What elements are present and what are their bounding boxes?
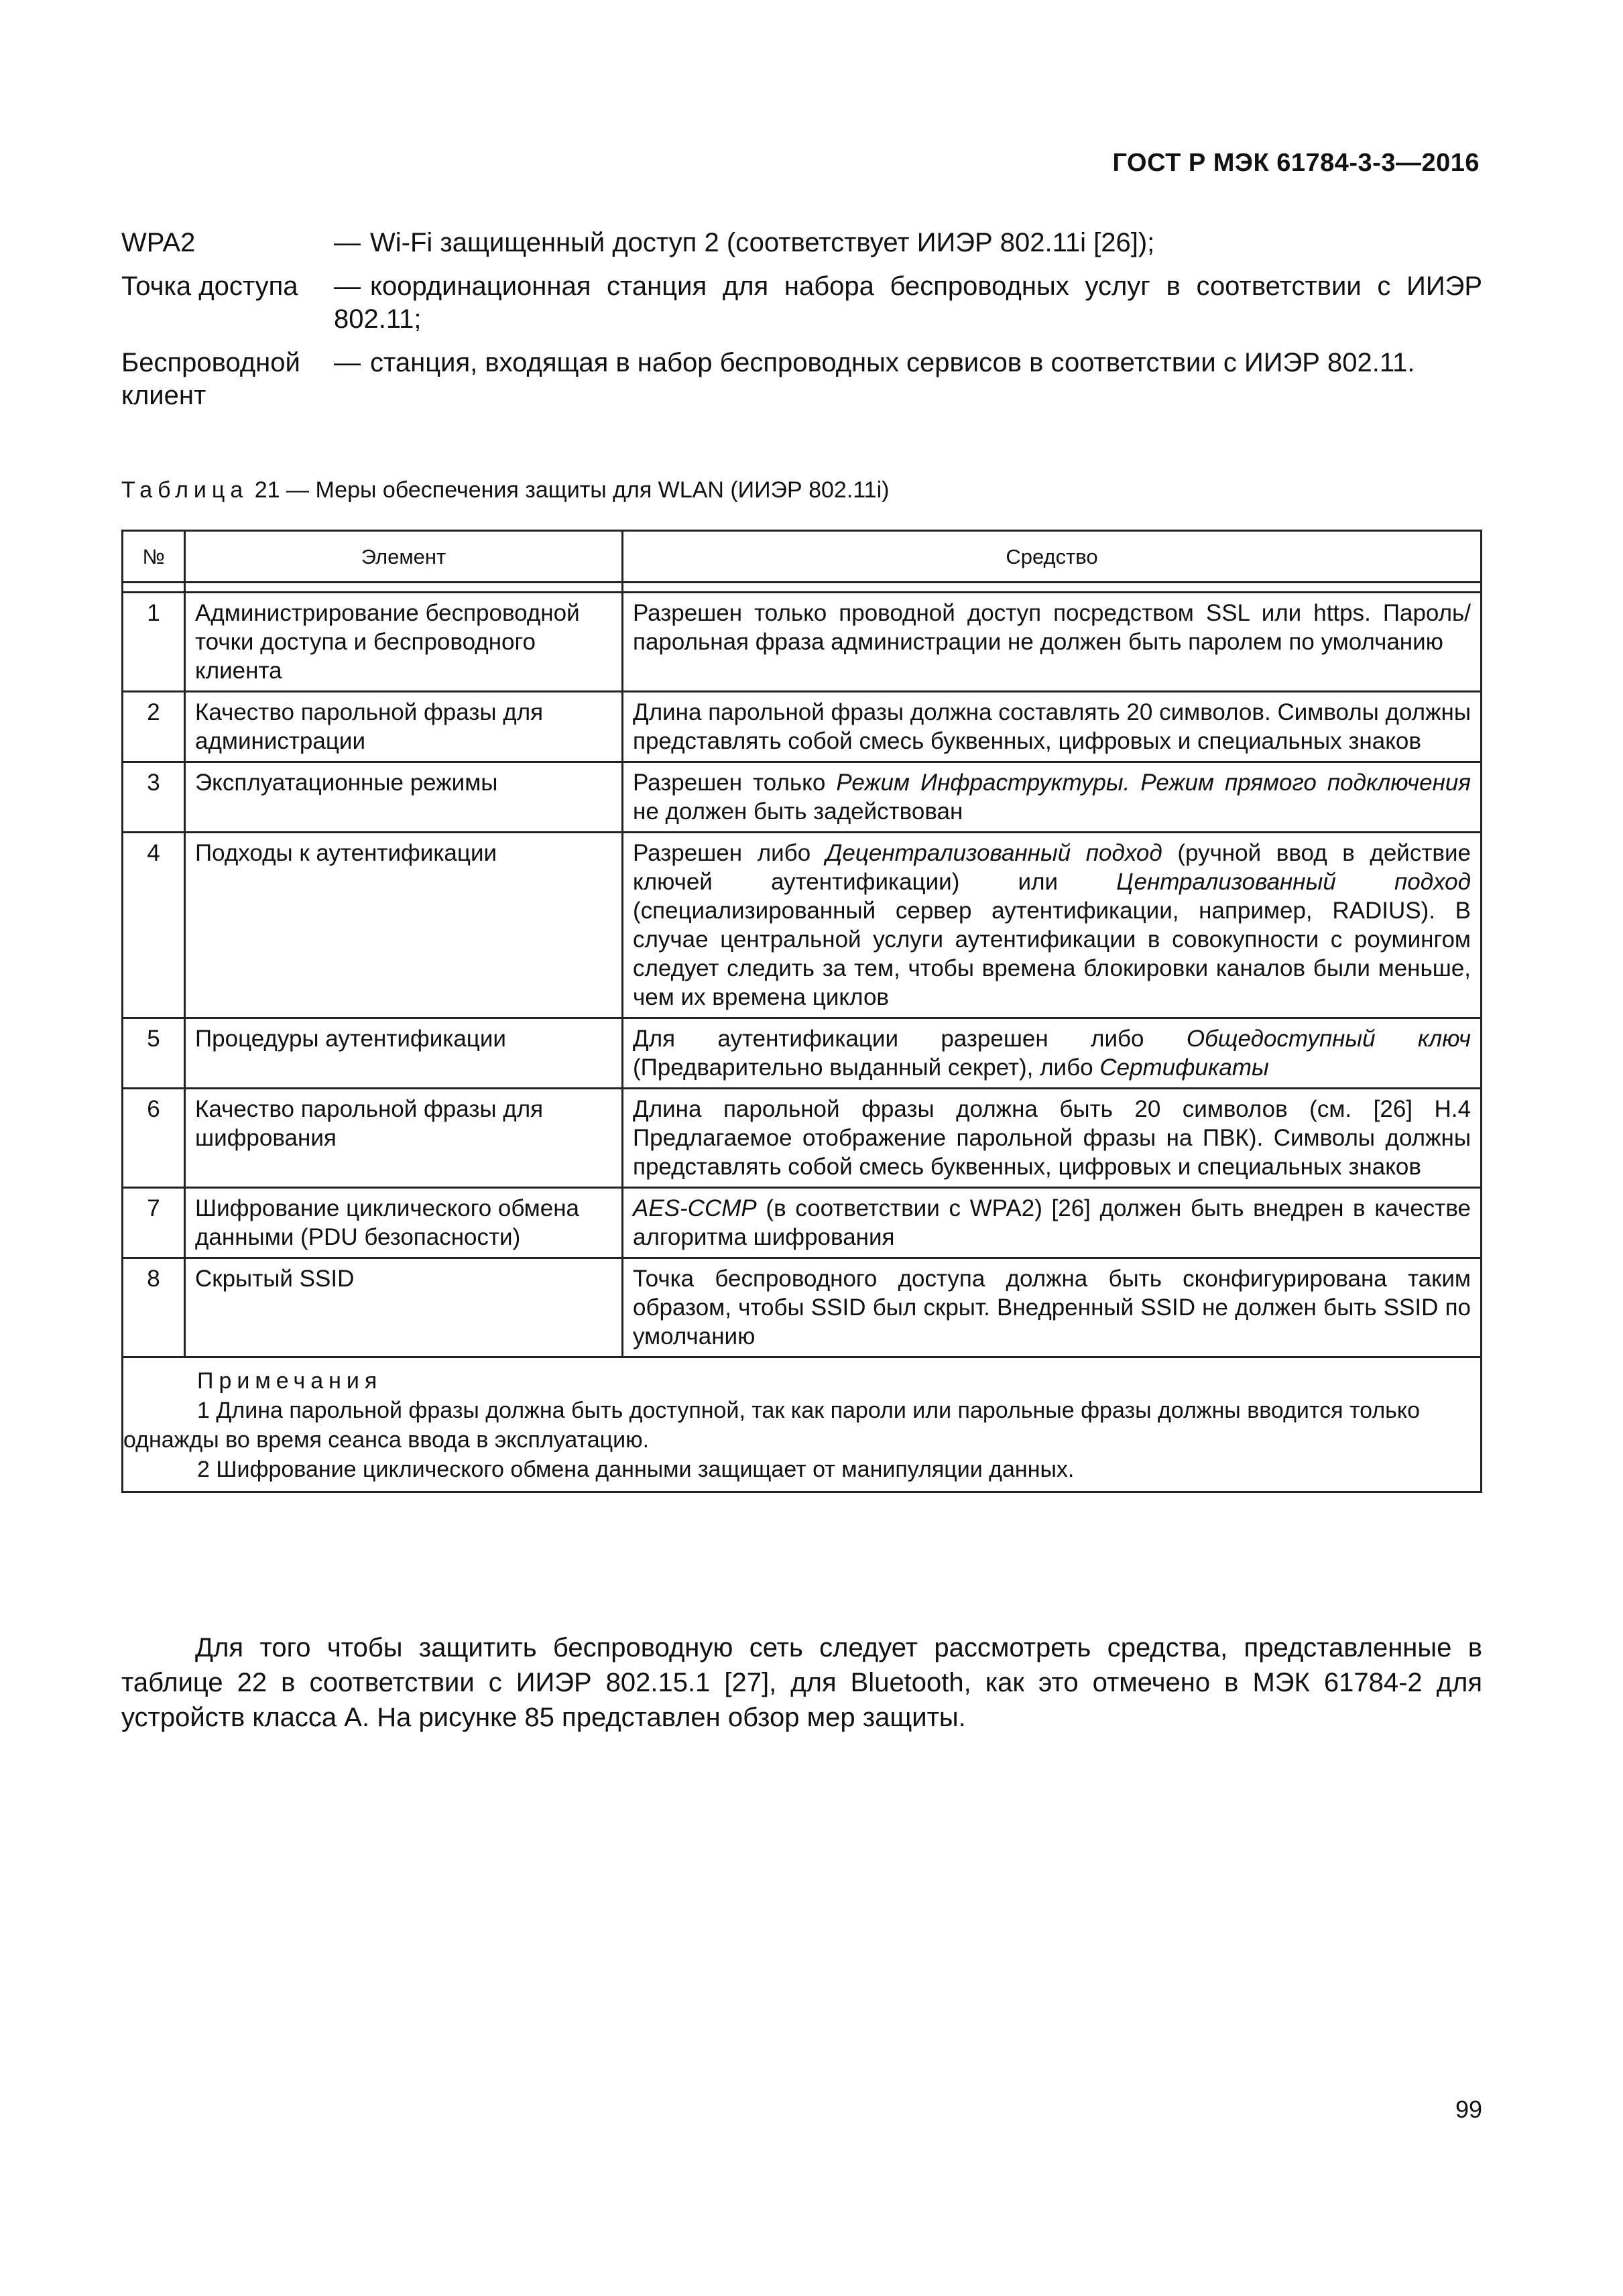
- definition-term: WPA2: [121, 228, 196, 257]
- row-element: Эксплуатационные режимы: [185, 762, 623, 833]
- row-means: AES-CCMP (в соответствии с WPA2) [26] должен быть внедрен в качестве алгоритма шифрования: [623, 1188, 1482, 1258]
- table-row: [123, 692, 1482, 762]
- table-header-row: [123, 531, 1482, 583]
- definition-term: Беспроводной клиент: [121, 348, 300, 410]
- column-header-means: Средство: [623, 531, 1482, 583]
- row-number: 7: [123, 1188, 185, 1258]
- row-element: Подходы к аутентификации: [185, 833, 623, 1018]
- table-caption: Таблица 21 — Меры обеспечения защиты для WLAN (ИИЭР 802.11i): [121, 477, 890, 503]
- table-row: [123, 762, 1482, 833]
- row-means: Точка беспроводного доступа должна быть сконфигурирована таким образом, чтобы SSID был скрыт. Внедренный SSID не должен быть SSID по умолчанию: [623, 1258, 1482, 1357]
- table-row: [123, 1018, 1482, 1089]
- table-row: [123, 833, 1482, 1018]
- table-notes-row: [123, 1357, 1482, 1492]
- column-header-number: №: [123, 531, 185, 583]
- row-element: Шифрование циклического обмена данными (PDU безопасности): [185, 1188, 623, 1258]
- header-spacer: [123, 583, 1482, 593]
- row-number: 8: [123, 1258, 185, 1357]
- row-number: 2: [123, 692, 185, 762]
- row-number: 6: [123, 1089, 185, 1188]
- definition-item: [121, 227, 1482, 259]
- note-item: 1 Длина парольной фразы должна быть доступной, так как пароли или парольные фразы должны вводится только однажды во время сеанса ввода в эксплуатацию.: [123, 1398, 1421, 1453]
- row-number: 1: [123, 593, 185, 692]
- row-means: Разрешен либо Децентрализованный подход (ручной ввод в действие ключей аутентификации) или Централизованный подход (специализированный сервер аутентификации, например, RADIUS). В случае центральной услуги аутентификации в совокупности с роумингом следует следить за тем, чтобы времена блокировки каналов были меньше, чем их времена циклов: [623, 833, 1482, 1018]
- row-element: Администрирование беспроводной точки доступа и беспроводного клиента: [185, 593, 623, 692]
- row-means: Длина парольной фразы должна составлять 20 символов. Символы должны представлять собой смесь буквенных, цифровых и специальных знаков: [623, 692, 1482, 762]
- column-header-element: Элемент: [185, 531, 623, 583]
- body-paragraph: Для того чтобы защитить беспроводную сеть следует рассмотреть средства, представленные в таблице 22 в соответствии с ИИЭР 802.15.1 [27], для Bluetooth, как это отмечено в МЭК 61784-2 для устройств класса А. На рисунке 85 представлен обзор мер защиты.: [121, 1633, 1482, 1732]
- row-means: Для аутентификации разрешен либо Общедоступный ключ (Предварительно выданный секрет), либо Сертификаты: [623, 1018, 1482, 1089]
- notes-title: Примечания: [197, 1368, 383, 1394]
- definition-item: [121, 347, 1482, 412]
- definition-item: [121, 270, 1482, 336]
- definition-text: — станция, входящая в набор беспроводных сервисов в соответствии с ИИЭР 802.11.: [334, 348, 1415, 377]
- definition-term: Точка доступа: [121, 271, 298, 301]
- table-row: [123, 1089, 1482, 1188]
- row-element: Качество парольной фразы для шифрования: [185, 1089, 623, 1188]
- note-item: 2 Шифрование циклического обмена данными защищает от манипуляции данных.: [197, 1457, 1075, 1482]
- row-means: Разрешен только Режим Инфраструктуры. Режим прямого подключения не должен быть задействован: [623, 762, 1482, 833]
- table-notes: [123, 1357, 1482, 1492]
- row-element: Качество парольной фразы для администрации: [185, 692, 623, 762]
- security-measures-table: [121, 530, 1482, 1493]
- definitions-list: [121, 227, 1482, 423]
- row-means: Разрешен только проводной доступ посредством SSL или https. Пароль/парольная фраза администрации не должен быть паролем по умолчанию: [623, 593, 1482, 692]
- row-number: 5: [123, 1018, 185, 1089]
- row-number: 3: [123, 762, 185, 833]
- table-row: [123, 593, 1482, 692]
- table-row: [123, 1188, 1482, 1258]
- definition-text: — Wi-Fi защищенный доступ 2 (соответствует ИИЭР 802.11i [26]);: [334, 228, 1155, 257]
- row-element: Скрытый SSID: [185, 1258, 623, 1357]
- row-means: Длина парольной фразы должна быть 20 символов (см. [26] H.4 Предлагаемое отображение парольной фразы на ПВК). Символы должны представлять собой смесь буквенных, цифровых и специальных знаков: [623, 1089, 1482, 1188]
- row-element: Процедуры аутентификации: [185, 1018, 623, 1089]
- definition-text: — координационная станция для набора беспроводных услуг в соответствии с ИИЭР 802.11;: [334, 271, 1482, 334]
- table-row: [123, 1258, 1482, 1357]
- document-header: ГОСТ Р МЭК 61784-3-3—2016: [1112, 149, 1480, 177]
- row-number: 4: [123, 833, 185, 1018]
- page-number: 99: [1455, 2096, 1482, 2123]
